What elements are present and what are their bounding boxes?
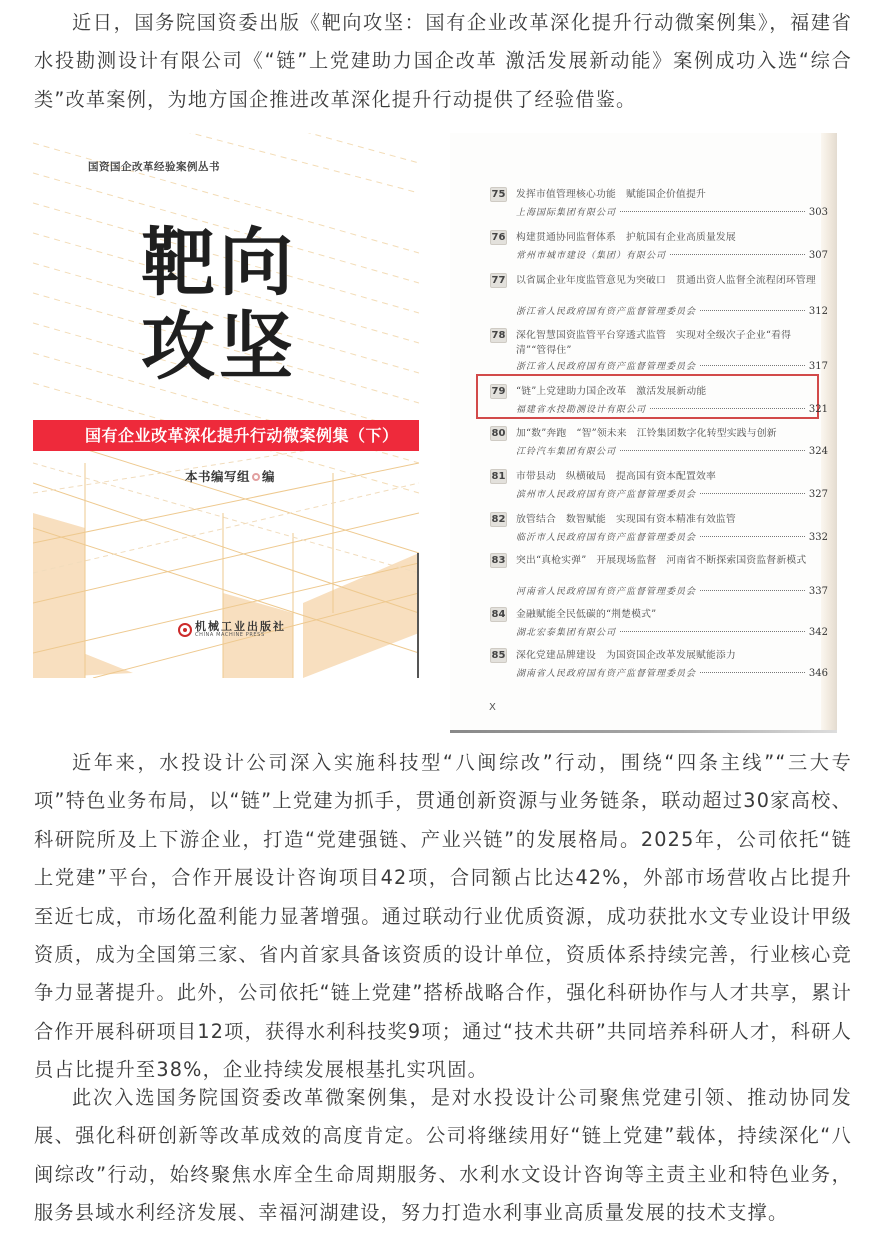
toc-entry-title: 市带县动 纵横破局 提高国有资本配置效率 [516,471,716,482]
toc-entry-number: 85 [491,650,506,661]
toc-entry-page: 324 [808,446,828,457]
toc-entry-title: 发挥市值管理核心功能 赋能国企价值提升 [516,189,706,200]
toc-entry-number: 77 [491,275,506,286]
toc-entry-page: 342 [808,627,828,638]
body-paragraph-conclusion: 此次入选国务院国资委改革微案例集，是对水投设计公司聚焦党建引领、推动协同发展、强化科研创新等改革成效的高度肯定。公司将继续用好“链上党建”载体，持续深化“八闽综改”行动，始终聚焦水库全生命周期服务、水利水文设计咨询等主责主业和特色业务，服务县域水利经济发展、幸福河湖建设，努力打造水利事业高质量发展的技术支撑。 [34,1086,852,1225]
toc-entry-page: 332 [808,532,828,543]
circle-dot-icon [252,473,260,481]
toc-entry-org-line [516,305,828,319]
toc-entry-number: 76 [491,232,506,243]
toc-entry-page: 303 [808,207,828,218]
toc-entry-org: 浙江省人民政府国有资产监督管理委员会 [516,307,697,317]
toc-entry-org: 湖南省人民政府国有资产监督管理委员会 [516,669,697,679]
toc-entry-org: 滨州市人民政府国有资产监督管理委员会 [516,490,697,500]
toc-entry-org: 福建省水投勘测设计有限公司 [516,405,647,415]
dot-leader [700,365,805,366]
toc-entry-org: 河南省人民政府国有资产监督管理委员会 [516,587,697,597]
dot-leader [700,590,805,591]
toc-entry-number: 75 [491,189,506,200]
toc-entry-title: 深化智慧国资监管平台穿透式监管 实现对全级次子企业“看得清”“管得住” [516,330,792,356]
toc-entry-org-line [516,585,828,599]
dot-leader [620,211,805,212]
toc-entry-number: 84 [491,609,506,620]
toc-entry-org: 常州市城市建设（集团）有限公司 [516,251,667,261]
toc-entry-number: 82 [491,514,506,525]
dot-leader [700,672,805,673]
toc-entry-org-line [516,360,828,374]
toc-entry-page: 307 [808,250,828,261]
dot-leader [670,254,805,255]
intro-paragraph: 近日，国务院国资委出版《靶向攻坚：国有企业改革深化提升行动微案例集》，福建省水投勘测设计有限公司《“链”上党建助力国企改革 激活发展新动能》案例成功入选“综合类”改革案例，为地方国企推进改革深化提升行动提供了经验借鉴。 [34,11,852,111]
toc-entry-title: 金融赋能全民低碳的“荆楚模式” [516,609,657,620]
toc-entry-org: 湖北宏泰集团有限公司 [516,628,617,638]
publisher-name-cn: 机械工业出版社 [195,620,286,633]
dot-leader [620,450,805,451]
dot-leader [700,310,805,311]
toc-entry-org: 浙江省人民政府国有资产监督管理委员会 [516,362,697,372]
cover-title [141,221,321,389]
dot-leader [700,493,805,494]
cover-series-label: 国资国企改革经验案例丛书 [88,161,220,173]
cover-geometric-pattern [33,133,419,678]
cover-editor [185,467,275,485]
toc-entry-page: 346 [808,668,828,679]
toc-entry-org: 江铃汽车集团有限公司 [516,447,617,457]
publisher-logo-icon [178,623,192,637]
toc-entry-org-line [516,249,828,263]
toc-entry-org-line [516,206,828,220]
toc-entry-page: 327 [808,489,828,500]
dot-leader [620,631,805,632]
toc-entry-title: 加“数”奔跑 “智”领未来 江铃集团数字化转型实践与创新 [516,428,777,439]
toc-entry-number: 83 [491,555,506,566]
toc-entry-org-line [516,531,828,545]
dot-leader [700,536,805,537]
toc-entry-title: 突出“真枪实弹” 开展现场监督 河南省不断探索国资监督新模式 [516,555,807,566]
toc-entry-number: 80 [491,428,506,439]
toc-page-number: X [489,702,496,713]
cover-title-line-2: 攻坚 [141,304,297,390]
toc-entry-title: “链”上党建助力国企改革 激活发展新动能 [516,386,707,397]
page-bottom-edge [450,730,837,733]
toc-entry-number: 78 [491,330,506,341]
cover-subtitle-band: 国有企业改革深化提升行动微案例集（下） [33,420,419,451]
toc-entry-org: 临沂市人民政府国有资产监督管理委员会 [516,533,697,543]
toc-entry-title: 深化党建品牌建设 为国资国企改革发展赋能添力 [516,650,736,661]
toc-entry-page: 321 [808,404,828,415]
toc-entry-page: 337 [808,586,828,597]
toc-entry-title: 放管结合 数智赋能 实现国有资本精准有效监管 [516,514,736,525]
toc-entry-number: 81 [491,471,506,482]
toc-entry-page: 312 [808,306,828,317]
toc-entry-title: 构建贯通协同监督体系 护航国有企业高质量发展 [516,232,736,243]
editor-suffix: 编 [262,469,276,484]
toc-entry-page: 317 [808,361,828,372]
toc-page-image [450,133,837,733]
editor-name: 本书编写组 [185,469,251,484]
toc-entry-org: 上海国际集团有限公司 [516,208,617,218]
toc-entry-org-line [516,403,828,417]
toc-entry-org-line [516,626,828,640]
book-cover-image [33,133,419,678]
publisher-name-en: CHINA MACHINE PRESS [195,632,265,638]
body-paragraph-achievements: 近年来，水投设计公司深入实施科技型“八闽综改”行动，围绕“四条主线”“三大专项”特色业务布局，以“链”上党建为抓手，贯通创新资源与业务链条，联动超过30家高校、科研院所及上下游企业，打造“党建强链、产业兴链”的发展格局。2025年，公司依托“链上党建”平台，合作开展设计咨询项目42项，合同额占比达42%，外部市场营收占比提升至近七成，市场化盈利能力显著增强。通过联动行业优质资源，成功获批水文专业设计甲级资质，成为全国第三家、省内首家具备该资质的设计单位，资质体系持续完善，行业核心竞争力显著提升。此外，公司依托“链上党建”搭桥战略合作，强化科研协作与人才共享，累计合作开展科研项目12项，获得水利科技奖9项；通过“技术共研”共同培养科研人才，科研人员占比提升至38%，企业持续发展根基扎实巩固。 [34,751,852,1082]
toc-entry-number: 79 [491,386,506,397]
publisher-mark [178,621,286,639]
toc-entry-org-line [516,488,828,502]
toc-entry-title: 以省属企业年度监管意见为突破口 贯通出资人监督全流程闭环管理 [516,275,816,286]
toc-entry-org-line [516,667,828,681]
toc-entry-org-line [516,445,828,459]
cover-title-line-1: 靶向 [141,220,297,306]
dot-leader [650,408,805,409]
page-gutter-shadow [821,133,837,733]
